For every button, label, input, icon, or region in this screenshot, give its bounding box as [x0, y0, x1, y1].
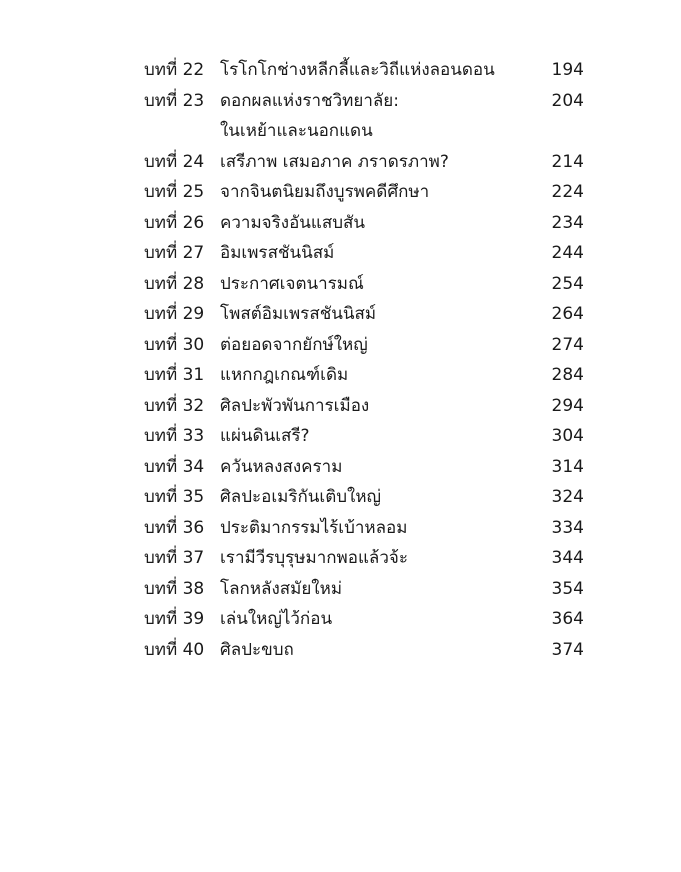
- chapter-title: ดอกผลแห่งราชวิทยาลัย: ในเหย้าและนอกแดน: [220, 90, 399, 141]
- toc-entry: [144, 86, 584, 147]
- toc-entry: [144, 635, 584, 666]
- toc-entry: [144, 330, 584, 361]
- chapter-title: ต่อยอดจากยักษ์ใหญ่: [220, 334, 368, 355]
- chapter-label: บทที่ 23: [144, 90, 205, 111]
- page-number: 364: [551, 609, 584, 629]
- chapter-label: บทที่ 37: [144, 548, 205, 568]
- page-number: 284: [551, 365, 584, 385]
- toc-entry: [144, 513, 584, 544]
- page-number: 264: [551, 304, 584, 324]
- chapter-title: แหกกฎเกณฑ์เดิม: [220, 365, 349, 385]
- chapter-title: อิมเพรสชันนิสม์: [220, 243, 335, 263]
- toc-entry: [144, 604, 584, 635]
- chapter-label: บทที่ 31: [144, 365, 205, 385]
- toc-entry: [144, 208, 584, 239]
- toc-entry: [144, 391, 584, 422]
- chapter-title: ประกาศเจตนารมณ์: [220, 273, 364, 294]
- page-number: 224: [551, 182, 584, 202]
- toc-entry: [144, 269, 584, 300]
- page-number: 194: [551, 60, 584, 80]
- chapter-title: โรโกโกช่างหลีกลี้และวิถีแห่งลอนดอน: [220, 60, 495, 80]
- chapter-label: บทที่ 27: [144, 243, 205, 263]
- page-number: 344: [551, 548, 584, 568]
- chapter-label: บทที่ 26: [144, 212, 205, 233]
- chapter-label: บทที่ 33: [144, 426, 205, 446]
- toc-entry: [144, 482, 584, 513]
- chapter-label: บทที่ 24: [144, 151, 205, 172]
- chapter-title: เสรีภาพ เสมอภาค ภราดรภาพ?: [220, 151, 449, 172]
- chapter-label: บทที่ 32: [144, 395, 205, 416]
- toc-entry: [144, 543, 584, 574]
- page-number: 274: [551, 334, 584, 355]
- toc-entry: [144, 299, 584, 330]
- chapter-title: ประติมากรรมไร้เบ้าหลอม: [220, 517, 408, 538]
- chapter-label: บทที่ 35: [144, 487, 205, 507]
- toc-entry: [144, 360, 584, 391]
- page-number: 244: [551, 243, 584, 263]
- chapter-label: บทที่ 28: [144, 273, 205, 294]
- chapter-title: แผ่นดินเสรี?: [220, 426, 310, 446]
- chapter-label: บทที่ 29: [144, 304, 205, 324]
- chapter-title: ควันหลงสงคราม: [220, 456, 343, 477]
- toc-entry: [144, 177, 584, 208]
- chapter-label: บทที่ 30: [144, 334, 205, 355]
- page-number: 334: [551, 517, 584, 538]
- page-number: 254: [551, 273, 584, 294]
- chapter-title: ศิลปะพัวพันการเมือง: [220, 395, 370, 416]
- chapter-label: บทที่ 40: [144, 639, 205, 660]
- chapter-title: เรามีวีรบุรุษมากพอแล้วจ้ะ: [220, 548, 408, 568]
- chapter-label: บทที่ 25: [144, 182, 205, 202]
- chapter-label: บทที่ 38: [144, 578, 205, 599]
- page-number: 314: [551, 456, 584, 477]
- chapter-title: โลกหลังสมัยใหม่: [220, 578, 343, 599]
- page-number: 204: [551, 90, 584, 111]
- page-number: 374: [551, 639, 584, 660]
- page-number: 214: [551, 151, 584, 172]
- toc-entry: [144, 452, 584, 483]
- chapter-title: ศิลปะอเมริกันเติบใหญ่: [220, 487, 382, 507]
- chapter-label: บทที่ 39: [144, 609, 205, 629]
- table-of-contents: [144, 55, 584, 665]
- chapter-title: ศิลปะขบถ: [220, 639, 294, 660]
- chapter-label: บทที่ 22: [144, 60, 205, 80]
- chapter-title: ความจริงอันแสบสัน: [220, 212, 366, 233]
- page-number: 234: [551, 212, 584, 233]
- page-number: 354: [551, 578, 584, 599]
- chapter-title: โพสต์อิมเพรสชันนิสม์: [220, 304, 377, 324]
- toc-entry: [144, 421, 584, 452]
- chapter-title: เล่นใหญ่ไว้ก่อน: [220, 609, 333, 629]
- toc-entry: [144, 147, 584, 178]
- page-number: 304: [551, 426, 584, 446]
- chapter-title: จากจินตนิยมถึงบูรพคดีศึกษา: [220, 182, 430, 202]
- page-number: 294: [551, 395, 584, 416]
- toc-entry: [144, 574, 584, 605]
- page-number: 324: [551, 487, 584, 507]
- chapter-label: บทที่ 36: [144, 517, 205, 538]
- toc-entry: [144, 238, 584, 269]
- toc-entry: [144, 55, 584, 86]
- chapter-label: บทที่ 34: [144, 456, 205, 477]
